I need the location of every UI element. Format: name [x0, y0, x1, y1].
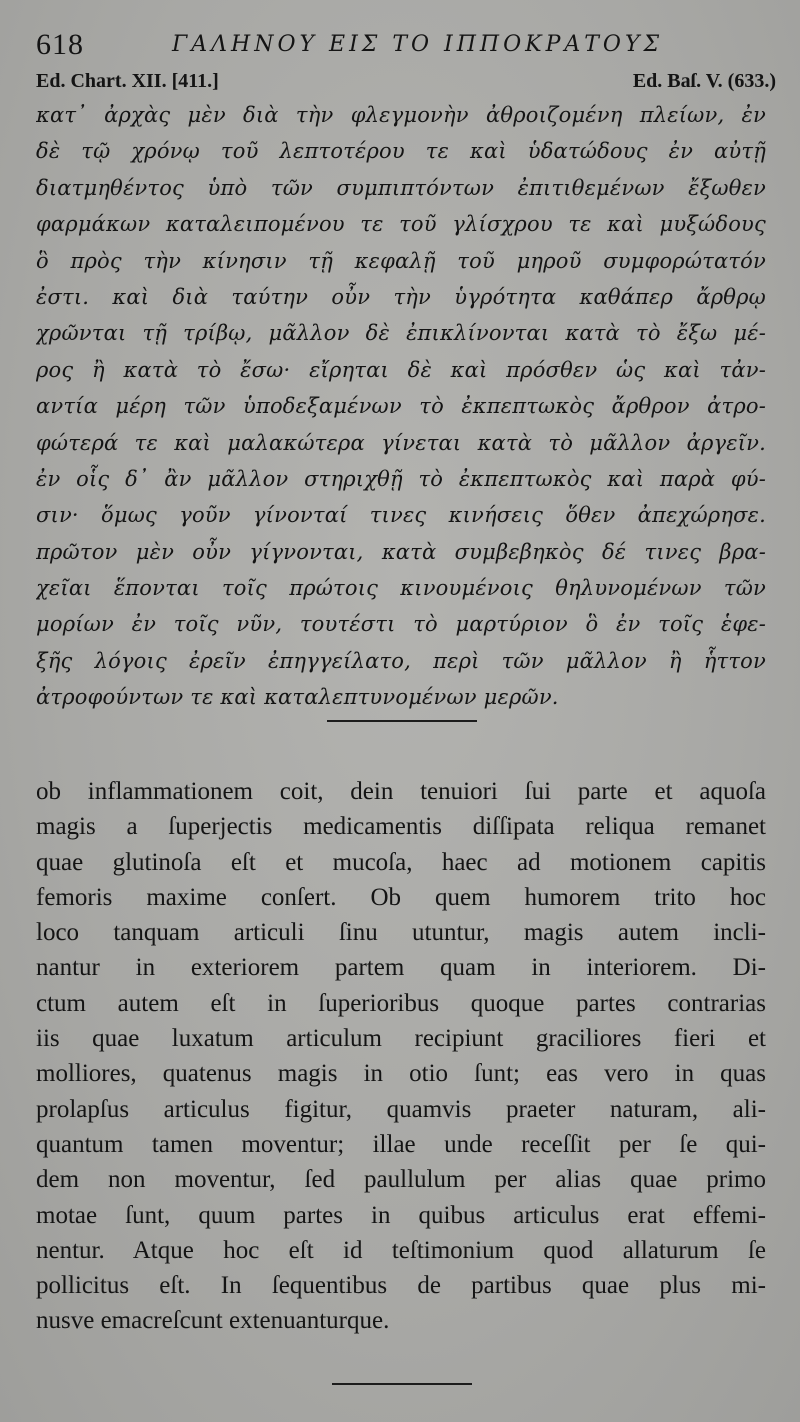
latin-line: dem non moventur, ſed paullulum per alias quae primo [36, 1166, 766, 1194]
greek-line: διατμηθέντος ὑπὸ τῶν συμπιπτόντων ἐπιτιθεμένων ἔξωθεν [36, 175, 766, 200]
end-divider [332, 1383, 472, 1385]
latin-line: femoris maxime conſert. Ob quem humorem trito hoc [36, 883, 766, 911]
greek-line: χεῖαι ἕπονται τοῖς πρώτοις κινουμένοις θηλυνομένων τῶν [36, 576, 766, 601]
greek-line: ἀτροφούντων τε καὶ καταλεπτυνομένων μερῶν. [36, 685, 559, 710]
section-divider [327, 720, 477, 722]
latin-line: nentur. Atque hoc eſt id teſtimonium quod allaturum ſe [36, 1236, 766, 1264]
latin-line: loco tanquam articuli ſinu utuntur, magis autem incli- [36, 919, 766, 947]
page-header [36, 28, 776, 68]
greek-line: ἐστι. καὶ διὰ ταύτην οὖν τὴν ὑγρότητα καθάπερ ἄρθρῳ [36, 284, 766, 309]
latin-line: nantur in exteriorem partem quam in interiorem. Di- [36, 954, 766, 982]
greek-line: χρῶνται τῇ τρίβῳ, μᾶλλον δὲ ἐπικλίνονται κατὰ τὸ ἔξω μέ- [36, 321, 766, 346]
latin-line: molliores, quatenus magis in otio ſunt; eas vero in quas [36, 1060, 766, 1088]
latin-line: ctum autem eſt in ſuperioribus quoque partes contrarias [36, 989, 766, 1017]
latin-line: magis a ſuperjectis medicamentis diſſipata reliqua remanet [36, 813, 766, 841]
greek-line: ἐν οἷς δ᾽ ἂν μᾶλλον στηριχθῇ τὸ ἐκπεπτωκὸς καὶ παρὰ φύ- [36, 466, 766, 491]
edition-chart-reference: Ed. Chart. XII. [411.] [36, 70, 219, 92]
greek-line: φώτερά τε καὶ μαλακώτερα γίνεται κατὰ τὸ μᾶλλον ἀργεῖν. [36, 430, 766, 455]
greek-line: ξῆς λόγοις ἐρεῖν ἐπηγγείλατο, περὶ τῶν μᾶλλον ἢ ἧττον [36, 648, 766, 673]
greek-line: σιν· ὅμως γοῦν γίνονταί τινες κινήσεις ὅθεν ἀπεχώρησε. [36, 503, 766, 528]
latin-line: pollicitus eſt. In ſequentibus de partibus quae plus mi- [36, 1272, 766, 1300]
latin-line: ob inflammationem coit, dein tenuiori ſui parte et aquoſa [36, 778, 766, 805]
greek-line: ρος ἢ κατὰ τὸ ἔσω· εἴρηται δὲ καὶ πρόσθεν ὡς καὶ τἀν- [36, 357, 766, 382]
greek-line: δὲ τῷ χρόνῳ τοῦ λεπτοτέρου τε καὶ ὑδατώδους ἐν αὐτῇ [36, 139, 766, 164]
greek-line: μορίων ἐν τοῖς νῦν, τουτέστι τὸ μαρτύριον ὃ ἐν τοῖς ἑφε- [36, 612, 766, 637]
greek-line: αντία μέρη τῶν ὑποδεξαμένων τὸ ἐκπεπτωκὸς ἄρθρον ἀτρο- [36, 394, 766, 419]
running-head: ΓΑΛΗΝΟΥ ΕΙΣ ΤΟ ΙΠΠΟΚΡΑΤΟΥΣ [172, 32, 664, 57]
latin-line: quae glutinoſa eſt et mucoſa, haec ad motionem capitis [36, 848, 766, 876]
latin-line: nusve emacreſcunt extenuanturque. [36, 1307, 390, 1335]
latin-line: iis quae luxatum articulum recipiunt graciliores fieri et [36, 1025, 766, 1053]
edition-reference-line [36, 70, 776, 98]
latin-line: motae ſunt, quum partes in quibus articulus erat effemi- [36, 1201, 766, 1229]
latin-line: quantum tamen moventur; illae unde receſſit per ſe qui- [36, 1130, 766, 1158]
latin-text-block [36, 774, 766, 1339]
latin-line: prolapſus articulus figitur, quamvis praeter naturam, ali- [36, 1095, 766, 1123]
greek-text-block [36, 97, 766, 716]
greek-line: ὃ πρὸς τὴν κίνησιν τῇ κεφαλῇ τοῦ μηροῦ συμφορώτατόν [36, 248, 766, 273]
greek-line: φαρμάκων καταλειπομένου τε τοῦ γλίσχρου τε καὶ μυξώδους [36, 212, 766, 237]
edition-basel-reference: Ed. Baſ. V. (633.) [632, 70, 776, 92]
page-number: 618 [36, 28, 84, 61]
greek-line: πρῶτον μὲν οὖν γίγνονται, κατὰ συμβεβηκὸς δέ τινες βρα- [36, 539, 766, 564]
greek-line: κατ᾽ ἀρχὰς μὲν διὰ τὴν φλεγμονὴν ἀθροιζομένη πλείων, ἐν [36, 103, 766, 127]
